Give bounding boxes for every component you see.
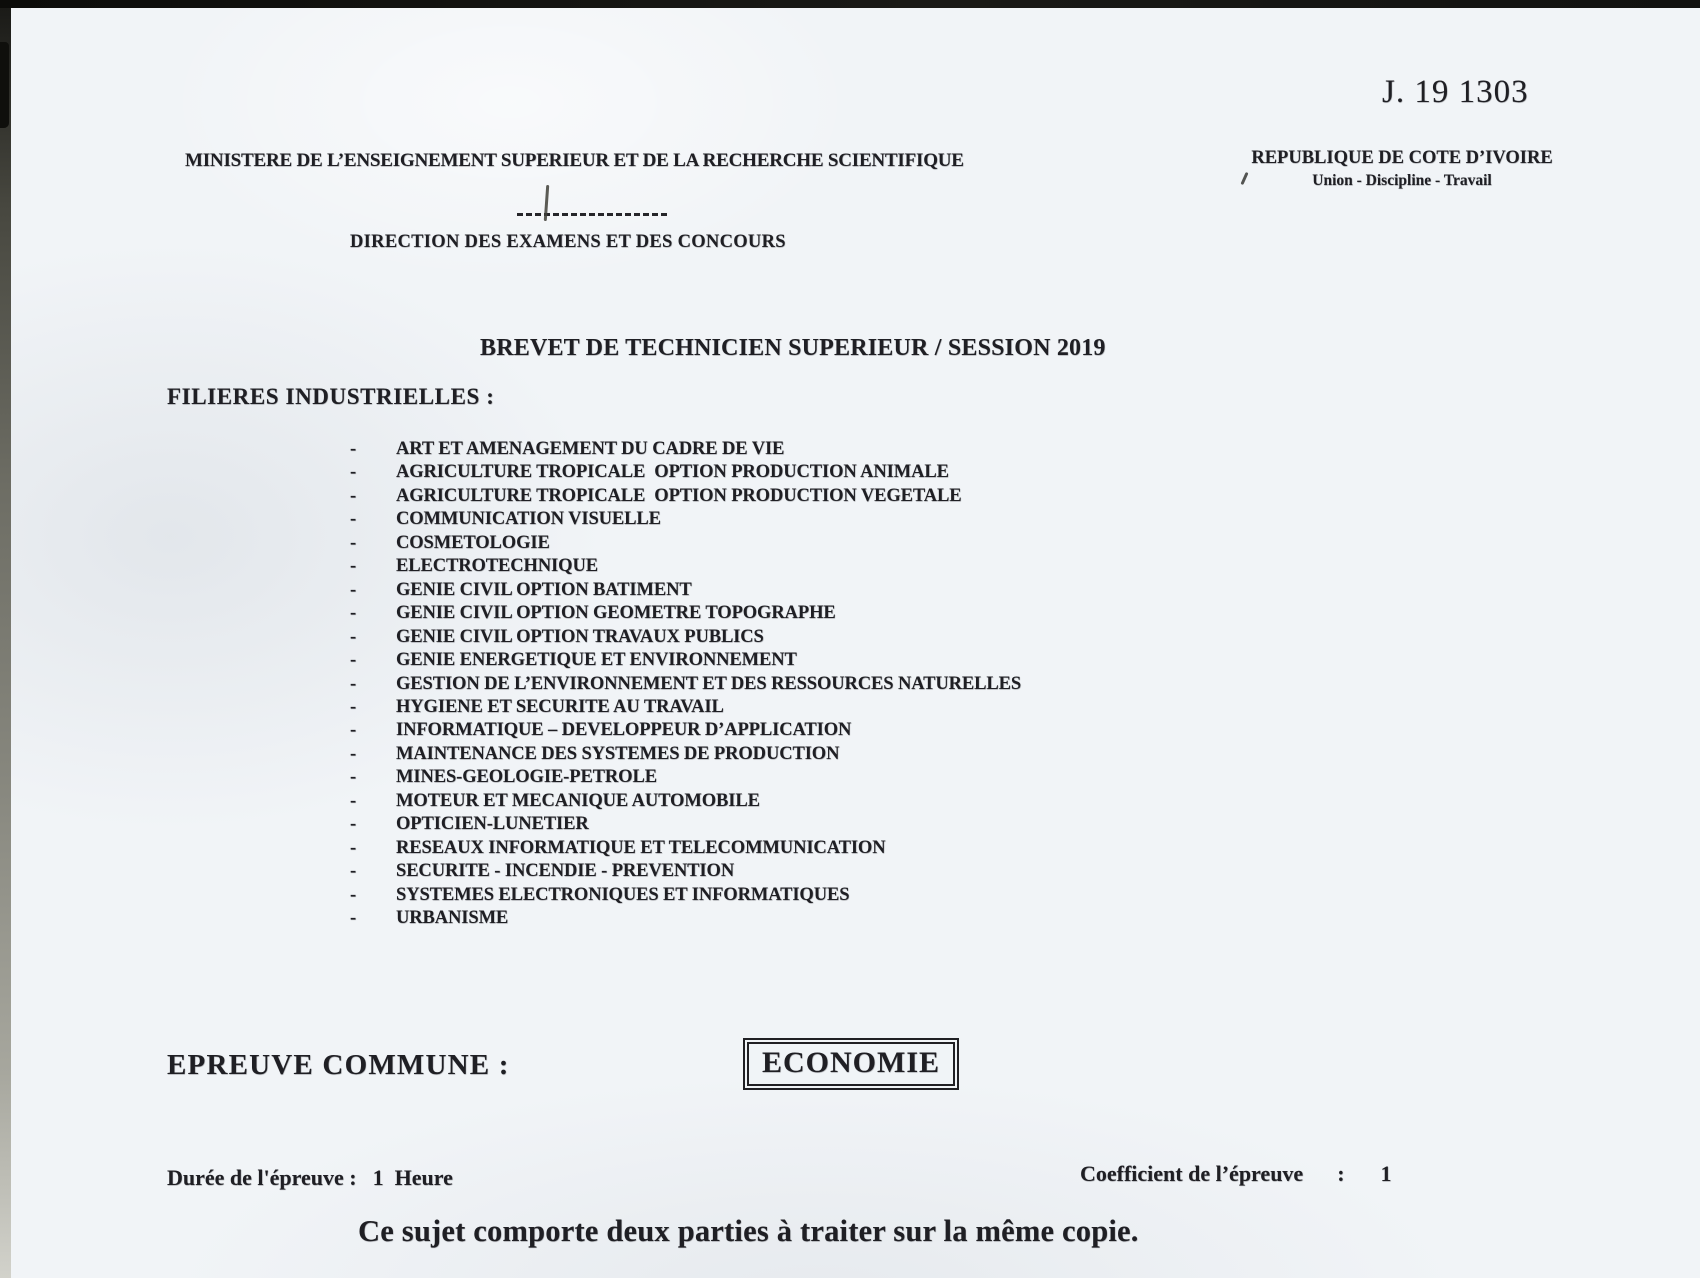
filiere-label: OPTICIEN-LUNETIER	[396, 814, 589, 835]
filiere-label: AGRICULTURE TROPICALE OPTION PRODUCTION VEGETALE	[396, 485, 962, 506]
list-dash: -	[350, 626, 357, 647]
list-dash: -	[350, 908, 357, 929]
list-dash: -	[350, 532, 357, 553]
list-dash: -	[350, 509, 357, 530]
filiere-label: ART ET AMENAGEMENT DU CADRE DE VIE	[396, 439, 785, 459]
list-dash: -	[350, 650, 357, 671]
filiere-item	[350, 766, 1021, 789]
filiere-item	[350, 579, 1021, 602]
republic-name: REPUBLIQUE DE COTE D’IVOIRE	[1251, 148, 1553, 168]
list-dash: -	[350, 579, 357, 600]
list-dash: -	[350, 884, 357, 905]
filieres-list	[350, 438, 1021, 931]
coefficient-value: 1	[1380, 1161, 1392, 1186]
list-dash: -	[350, 814, 357, 835]
list-dash: -	[350, 603, 357, 624]
filiere-label: COSMETOLOGIE	[396, 532, 550, 553]
filiere-item	[350, 626, 1021, 649]
filiere-label: GENIE ENERGETIQUE ET ENVIRONNEMENT	[396, 650, 797, 671]
filiere-item	[350, 438, 1021, 461]
list-dash: -	[350, 696, 357, 717]
coefficient-colon: :	[1337, 1161, 1345, 1186]
filieres-heading: FILIERES INDUSTRIELLES :	[167, 384, 495, 409]
filiere-item	[350, 555, 1021, 578]
filiere-label: GENIE CIVIL OPTION TRAVAUX PUBLICS	[396, 626, 764, 647]
direction-name: DIRECTION DES EXAMENS ET DES CONCOURS	[350, 232, 786, 252]
list-dash: -	[350, 743, 357, 764]
filiere-item	[350, 719, 1021, 742]
epreuve-subject-box: ECONOMIE	[747, 1042, 955, 1086]
national-motto: Union - Discipline - Travail	[1312, 172, 1492, 189]
duration-label: Durée de l'épreuve :	[167, 1165, 357, 1190]
list-dash: -	[350, 485, 357, 506]
filiere-item	[350, 508, 1021, 531]
filiere-label: GENIE CIVIL OPTION GEOMETRE TOPOGRAPHE	[396, 603, 836, 624]
filiere-item	[350, 602, 1021, 625]
filiere-label: AGRICULTURE TROPICALE OPTION PRODUCTION ANIMALE	[396, 462, 949, 483]
filiere-item	[350, 696, 1021, 719]
filiere-label: INFORMATIQUE – DEVELOPPEUR D’APPLICATION	[396, 720, 852, 741]
filiere-label: URBANISME	[396, 908, 509, 929]
dashed-separator	[517, 213, 667, 216]
filiere-item	[350, 907, 1021, 930]
filiere-label: ELECTROTECHNIQUE	[396, 556, 598, 577]
list-dash: -	[350, 837, 357, 858]
filiere-item	[350, 860, 1021, 883]
scan-edge-left	[0, 0, 11, 1278]
coefficient-row	[1080, 1161, 1392, 1187]
filiere-item	[350, 743, 1021, 766]
filiere-item	[350, 837, 1021, 860]
filiere-item	[350, 790, 1021, 813]
filiere-item	[350, 532, 1021, 555]
republic-block	[1232, 148, 1572, 190]
filiere-label: GESTION DE L’ENVIRONNEMENT ET DES RESSOURCES NATURELLES	[396, 673, 1022, 694]
filiere-label: MINES-GEOLOGIE-PETROLE	[396, 767, 657, 788]
filiere-label: COMMUNICATION VISUELLE	[396, 509, 661, 530]
ministry-name: MINISTERE DE L’ENSEIGNEMENT SUPERIEUR ET DE LA RECHERCHE SCIENTIFIQUE	[185, 150, 964, 171]
document-ref-number: J. 19 1303	[1382, 74, 1529, 110]
filiere-item	[350, 485, 1021, 508]
coefficient-label: Coefficient de l’épreuve	[1080, 1161, 1304, 1186]
scan-edge-blotch	[0, 42, 9, 128]
filiere-label: SYSTEMES ELECTRONIQUES ET INFORMATIQUES	[396, 884, 850, 905]
filiere-label: MOTEUR ET MECANIQUE AUTOMOBILE	[396, 790, 760, 811]
list-dash: -	[350, 439, 357, 459]
filiere-label: RESEAUX INFORMATIQUE ET TELECOMMUNICATION	[396, 837, 886, 858]
list-dash: -	[350, 462, 357, 483]
duration-row	[167, 1165, 453, 1191]
list-dash: -	[350, 556, 357, 577]
filiere-item	[350, 673, 1021, 696]
footer-note: Ce sujet comporte deux parties à traiter sur la même copie.	[358, 1214, 1139, 1248]
list-dash: -	[350, 790, 357, 811]
filiere-item	[350, 884, 1021, 907]
list-dash: -	[350, 861, 357, 882]
duration-value: 1 Heure	[372, 1165, 453, 1190]
list-dash: -	[350, 767, 357, 788]
filiere-label: SECURITE - INCENDIE - PREVENTION	[396, 861, 735, 882]
filiere-item	[350, 649, 1021, 672]
list-dash: -	[350, 673, 357, 694]
filiere-label: GENIE CIVIL OPTION BATIMENT	[396, 579, 692, 600]
filiere-item	[350, 461, 1021, 484]
epreuve-commune-label: EPREUVE COMMUNE :	[167, 1049, 510, 1081]
filiere-label: MAINTENANCE DES SYSTEMES DE PRODUCTION	[396, 743, 840, 764]
list-dash: -	[350, 720, 357, 741]
scan-edge-top	[0, 0, 1700, 8]
document-title: BREVET DE TECHNICIEN SUPERIEUR / SESSION 2019	[480, 335, 1106, 361]
filiere-item	[350, 813, 1021, 836]
filiere-label: HYGIENE ET SECURITE AU TRAVAIL	[396, 696, 724, 717]
